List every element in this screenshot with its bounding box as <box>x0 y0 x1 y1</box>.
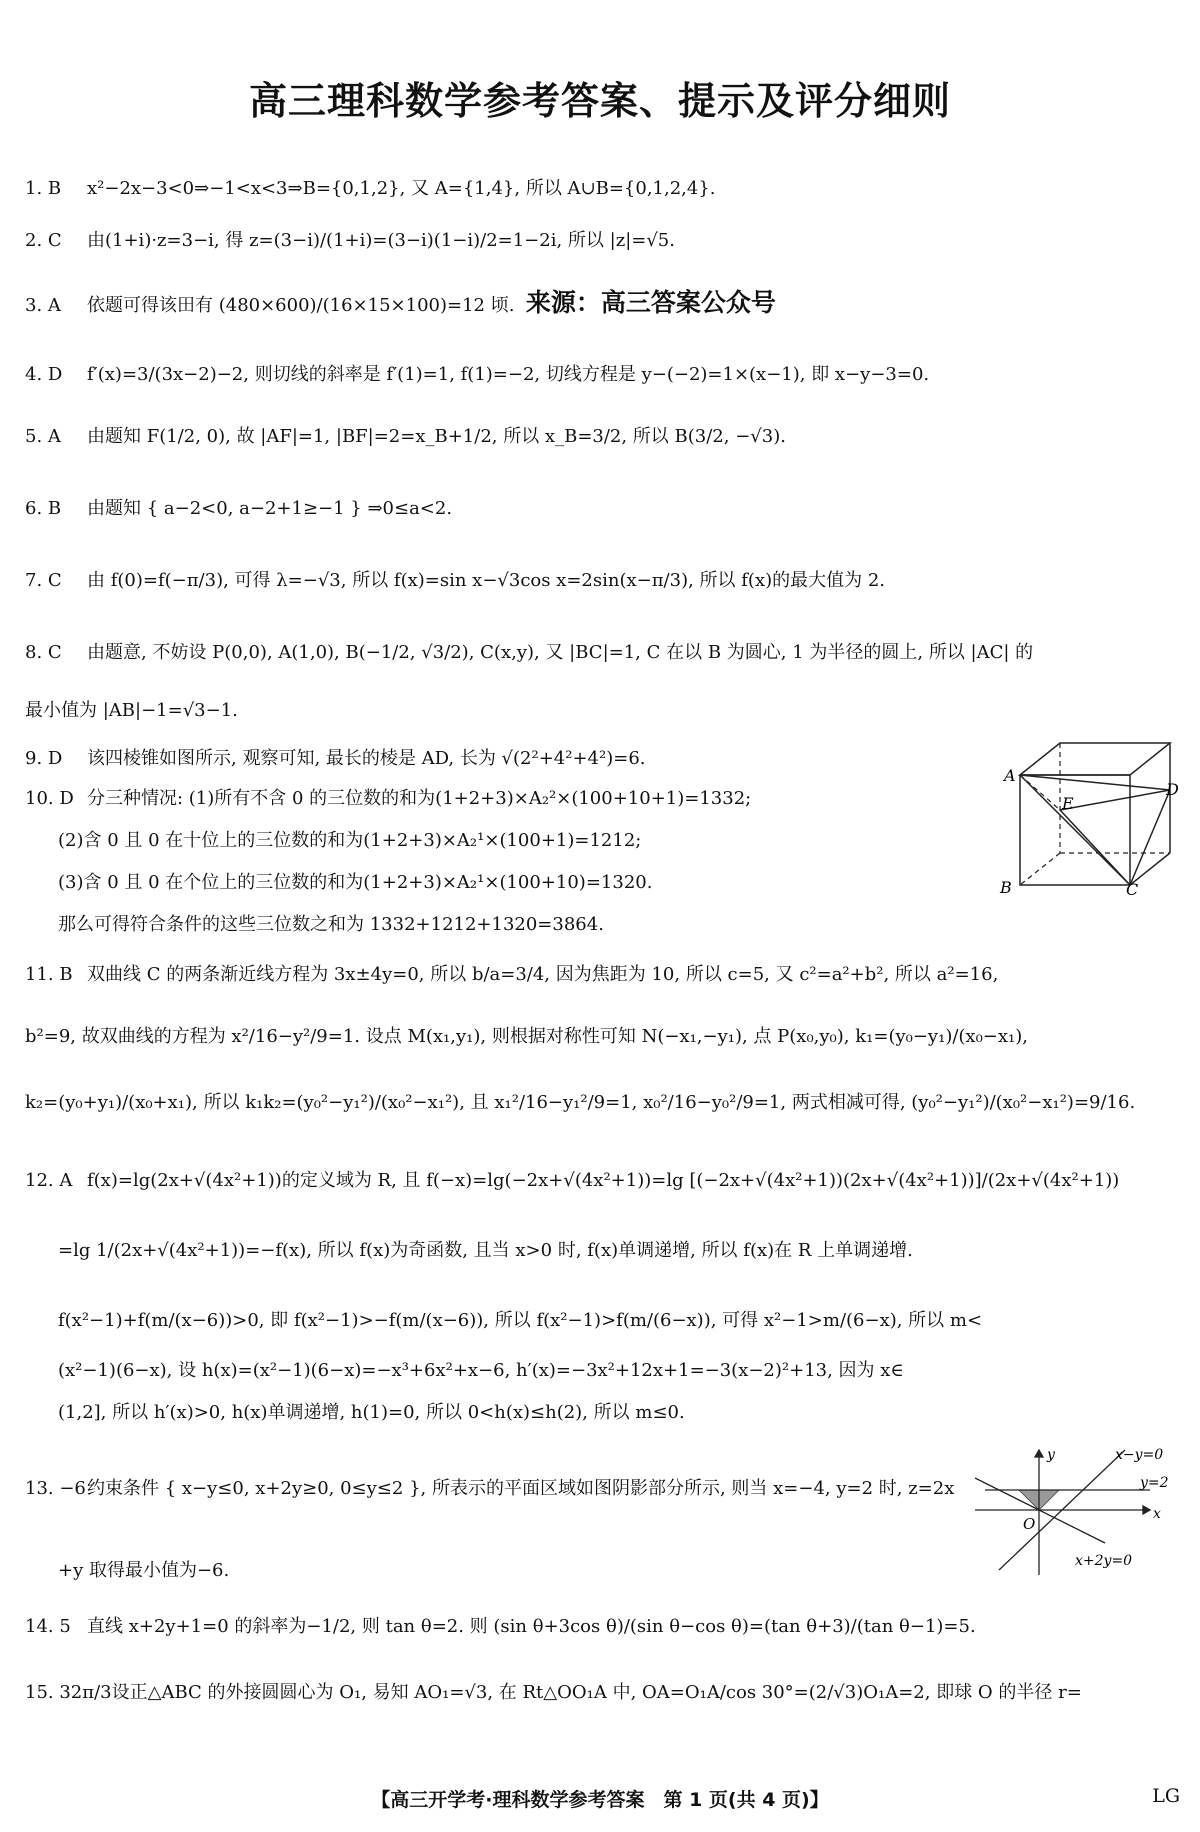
answer-text: 该四棱锥如图所示, 观察可知, 最长的棱是 AD, 长为 √(2²+4²+4²)=6. <box>87 748 646 769</box>
answer-line <box>25 362 929 388</box>
answer-text: k₂=(y₀+y₁)/(x₀+x₁), 所以 k₁k₂=(y₀²−y₁²)/(x₀²−x₁²), 且 x₁²/16−y₁²/9=1, x₀²/16−y₀²/9=1, 两式相减可得, (y₀²−y₁²)/(x₀²−x₁²)=9/16. <box>25 1092 1136 1113</box>
answer-text: (x²−1)(6−x), 设 h(x)=(x²−1)(6−x)=−x³+6x²+x−6, h′(x)=−3x²+12x+1=−3(x−2)²+13, 因为 x∈ <box>58 1360 904 1381</box>
answer-number: 13. −6 <box>25 1478 86 1499</box>
answer-number: 1. B <box>25 178 62 199</box>
answer-number: 15. 32π/3 <box>25 1682 112 1703</box>
answer-line <box>25 1680 1082 1706</box>
graph-label-line1: x−y=0 <box>1115 1447 1164 1463</box>
answer-text: (3)含 0 且 0 在个位上的三位数的和为(1+2+3)×A₂¹×(100+10)=1320. <box>58 872 653 893</box>
graph-label-x: x <box>1153 1506 1161 1522</box>
answer-number: 10. D <box>25 788 74 809</box>
answer-number: 12. A <box>25 1170 73 1191</box>
answer-number: 3. A <box>25 295 61 316</box>
answer-text: 约束条件 { x−y≤0, x+2y≥0, 0≤y≤2 }, 所表示的平面区域如图阴影部分所示, 则当 x=−4, y=2 时, z=2x <box>87 1478 955 1499</box>
answer-line <box>25 176 716 202</box>
page-footer: 【高三开学考·理科数学参考答案 第 1 页(共 4 页)】 <box>371 1789 829 1811</box>
answer-text: +y 取得最小值为−6. <box>58 1560 230 1581</box>
answer-line <box>25 1476 954 1502</box>
answer-line <box>25 746 646 772</box>
answer-line <box>58 870 652 896</box>
answer-line <box>25 1614 976 1640</box>
answer-text: f(x)=lg(2x+√(4x²+1))的定义域为 R, 且 f(−x)=lg(−2x+√(4x²+1))=lg [(−2x+√(4x²+1))(2x+√(4x²+1))]/(2x+√(4x²+1)) <box>87 1170 1120 1191</box>
answer-text: =lg 1/(2x+√(4x²+1))=−f(x), 所以 f(x)为奇函数, 且当 x>0 时, f(x)单调递增, 所以 f(x)在 R 上单调递增. <box>58 1240 913 1261</box>
answer-text: 最小值为 |AB|−1=√3−1. <box>25 700 238 721</box>
answer-line <box>58 912 604 938</box>
answer-number: 6. B <box>25 498 62 519</box>
answer-line <box>58 1308 982 1334</box>
region-graph <box>975 1445 1185 1585</box>
answer-number: 9. D <box>25 748 63 769</box>
answer-text: f′(x)=3/(3x−2)−2, 则切线的斜率是 f′(1)=1, f(1)=−2, 切线方程是 y−(−2)=1×(x−1), 即 x−y−3=0. <box>87 364 930 385</box>
answer-text: (1,2], 所以 h′(x)>0, h(x)单调递增, h(1)=0, 所以 0<h(x)≤h(2), 所以 m≤0. <box>58 1402 685 1423</box>
answer-line <box>25 496 452 522</box>
answer-line <box>25 1024 1028 1050</box>
answer-text: 由 f(0)=f(−π/3), 可得 λ=−√3, 所以 f(x)=sin x−√3cos x=2sin(x−π/3), 所以 f(x)的最大值为 2. <box>87 570 886 591</box>
answer-text: 由题意, 不妨设 P(0,0), A(1,0), B(−1/2, √3/2), C(x,y), 又 |BC|=1, C 在以 B 为圆心, 1 为半径的圆上, 所以 |AC| 的 <box>87 642 1034 663</box>
graph-label-line2: y=2 <box>1140 1475 1169 1491</box>
answer-number: 2. C <box>25 230 62 251</box>
answer-number: 14. 5 <box>25 1616 71 1637</box>
cube-label-a: A <box>1004 766 1016 785</box>
answer-line <box>25 424 786 450</box>
answer-number: 5. A <box>25 426 61 447</box>
graph-label-y: y <box>1047 1447 1055 1463</box>
answer-text: (2)含 0 且 0 在十位上的三位数的和为(1+2+3)×A₂¹×(100+1)=1212; <box>58 830 642 851</box>
answer-line <box>58 1358 904 1384</box>
cube-label-b: B <box>1000 878 1012 895</box>
answer-text: x²−2x−3<0⇒−1<x<3⇒B={0,1,2}, 又 A={1,4}, 所以 A∪B={0,1,2,4}. <box>87 178 716 199</box>
answer-number: 8. C <box>25 642 62 663</box>
answer-line <box>58 1400 685 1426</box>
answer-line <box>25 1168 1119 1194</box>
answer-line <box>25 962 998 988</box>
footer-code: LG <box>1152 1785 1180 1807</box>
answer-number: 7. C <box>25 570 62 591</box>
answer-line <box>25 290 776 319</box>
answer-line <box>25 1090 1135 1116</box>
page-title: 高三理科数学参考答案、提示及评分细则 <box>248 79 951 123</box>
answer-text: 双曲线 C 的两条渐近线方程为 3x±4y=0, 所以 b/a=3/4, 因为焦距为 10, 所以 c=5, 又 c²=a²+b², 所以 a²=16, <box>87 964 999 985</box>
cube-label-e: E <box>1062 794 1074 813</box>
source-note: 来源：高三答案公众号 <box>525 288 776 317</box>
answer-number: 4. D <box>25 364 63 385</box>
answer-line <box>25 228 675 254</box>
answer-line <box>58 1238 913 1264</box>
answer-line <box>25 786 751 812</box>
cube-figure <box>990 735 1180 895</box>
answer-text: 依题可得该田有 (480×600)/(16×15×100)=12 顷. <box>87 295 515 316</box>
cube-label-d: D <box>1166 780 1179 799</box>
answer-text: f(x²−1)+f(m/(x−6))>0, 即 f(x²−1)>−f(m/(x−6)), 所以 f(x²−1)>f(m/(6−x)), 可得 x²−1>m/(6−x), 所以 m< <box>58 1310 983 1331</box>
answer-line <box>25 698 238 724</box>
answer-text: 由(1+i)·z=3−i, 得 z=(3−i)/(1+i)=(3−i)(1−i)/2=1−2i, 所以 |z|=√5. <box>87 230 675 251</box>
answer-text: 那么可得符合条件的这些三位数之和为 1332+1212+1320=3864. <box>58 914 604 935</box>
answer-text: 由题知 F(1/2, 0), 故 |AF|=1, |BF|=2=x_B+1/2, 所以 x_B=3/2, 所以 B(3/2, −√3). <box>87 426 786 447</box>
answer-text: 设正△ABC 的外接圆圆心为 O₁, 易知 AO₁=√3, 在 Rt△OO₁A 中, OA=O₁A/cos 30°=(2/√3)O₁A=2, 即球 O 的半径 r= <box>111 1682 1082 1703</box>
answer-line <box>25 640 1033 666</box>
answer-text: b²=9, 故双曲线的方程为 x²/16−y²/9=1. 设点 M(x₁,y₁), 则根据对称性可知 N(−x₁,−y₁), 点 P(x₀,y₀), k₁=(y₀−y₁)/(x₀−x₁), <box>25 1026 1028 1047</box>
answer-text: 直线 x+2y+1=0 的斜率为−1/2, 则 tan θ=2. 则 (sin θ+3cos θ)/(sin θ−cos θ)=(tan θ+3)/(tan θ−1)=5. <box>87 1616 976 1637</box>
answer-text: 分三种情况: (1)所有不含 0 的三位数的和为(1+2+3)×A₂²×(100+10+1)=1332; <box>87 788 752 809</box>
answer-line <box>58 828 641 854</box>
graph-label-origin: O <box>1023 1515 1036 1533</box>
cube-label-c: C <box>1126 880 1139 895</box>
answer-line <box>58 1558 229 1584</box>
answer-line <box>25 568 885 594</box>
answer-text: 由题知 { a−2<0, a−2+1≥−1 } ⇒0≤a<2. <box>87 498 453 519</box>
graph-label-line3: x+2y=0 <box>1075 1553 1133 1569</box>
answer-number: 11. B <box>25 964 73 985</box>
